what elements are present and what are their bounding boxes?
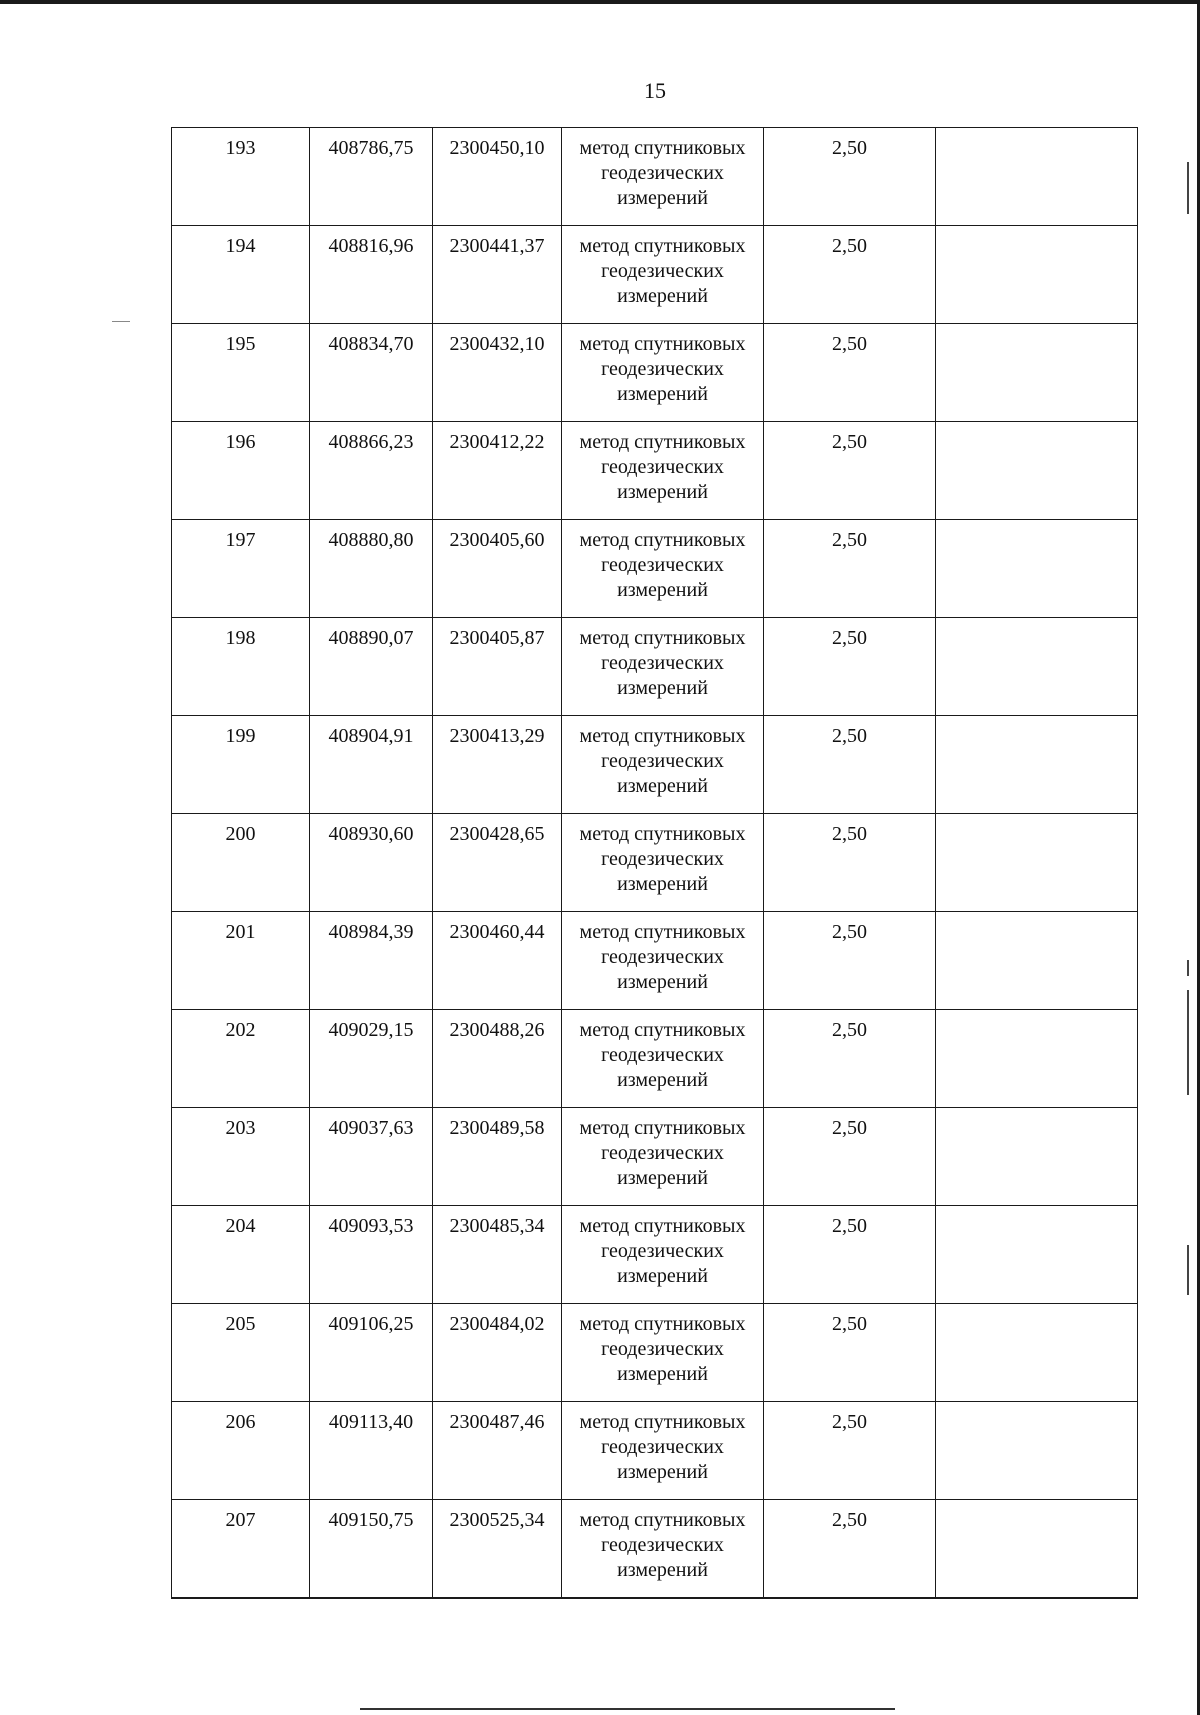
method-cell bbox=[562, 1500, 764, 1598]
x-coordinate-cell: 409093,53 bbox=[310, 1206, 433, 1304]
scan-edge-top bbox=[0, 0, 1200, 4]
y-coordinate-cell: 2300485,34 bbox=[433, 1206, 562, 1304]
table-row bbox=[172, 1402, 1138, 1500]
y-coordinate-cell: 2300450,10 bbox=[433, 128, 562, 226]
y-coordinate-cell: 2300413,29 bbox=[433, 716, 562, 814]
method-cell bbox=[562, 520, 764, 618]
note-cell bbox=[936, 128, 1138, 226]
method-text: метод спутниковых геодезических измерений bbox=[579, 627, 746, 699]
accuracy-cell: 2,50 bbox=[764, 912, 936, 1010]
note-cell bbox=[936, 422, 1138, 520]
method-text: метод спутниковых геодезических измерений bbox=[579, 529, 746, 601]
method-text: метод спутниковых геодезических измерений bbox=[579, 1509, 746, 1581]
y-coordinate-cell: 2300484,02 bbox=[433, 1304, 562, 1402]
method-cell bbox=[562, 1304, 764, 1402]
x-coordinate-cell: 409113,40 bbox=[310, 1402, 433, 1500]
method-text: метод спутниковых геодезических измерений bbox=[579, 921, 746, 993]
accuracy-cell: 2,50 bbox=[764, 1304, 936, 1402]
x-coordinate-cell: 409037,63 bbox=[310, 1108, 433, 1206]
point-number-cell: 196 bbox=[172, 422, 310, 520]
note-cell bbox=[936, 1010, 1138, 1108]
point-number-cell: 203 bbox=[172, 1108, 310, 1206]
accuracy-cell: 2,50 bbox=[764, 422, 936, 520]
accuracy-cell: 2,50 bbox=[764, 1108, 936, 1206]
method-cell bbox=[562, 226, 764, 324]
x-coordinate-cell: 409106,25 bbox=[310, 1304, 433, 1402]
x-coordinate-cell: 409150,75 bbox=[310, 1500, 433, 1598]
method-text: метод спутниковых геодезических измерений bbox=[579, 431, 746, 503]
point-number-cell: 202 bbox=[172, 1010, 310, 1108]
x-coordinate-cell: 408816,96 bbox=[310, 226, 433, 324]
table-row bbox=[172, 814, 1138, 912]
point-number-cell: 194 bbox=[172, 226, 310, 324]
method-text: метод спутниковых геодезических измерений bbox=[579, 1019, 746, 1091]
method-cell bbox=[562, 1108, 764, 1206]
y-coordinate-cell: 2300405,87 bbox=[433, 618, 562, 716]
y-coordinate-cell: 2300460,44 bbox=[433, 912, 562, 1010]
method-cell bbox=[562, 1402, 764, 1500]
point-number-cell: 206 bbox=[172, 1402, 310, 1500]
method-cell bbox=[562, 814, 764, 912]
method-text: метод спутниковых геодезических измерений bbox=[579, 823, 746, 895]
scan-artifact bbox=[1187, 990, 1189, 1095]
accuracy-cell: 2,50 bbox=[764, 226, 936, 324]
table-row bbox=[172, 520, 1138, 618]
table-row bbox=[172, 1206, 1138, 1304]
method-text: метод спутниковых геодезических измерений bbox=[579, 1313, 746, 1385]
y-coordinate-cell: 2300487,46 bbox=[433, 1402, 562, 1500]
table-row bbox=[172, 618, 1138, 716]
x-coordinate-cell: 408890,07 bbox=[310, 618, 433, 716]
point-number-cell: 207 bbox=[172, 1500, 310, 1598]
method-text: метод спутниковых геодезических измерений bbox=[579, 137, 746, 209]
note-cell bbox=[936, 1108, 1138, 1206]
table-row bbox=[172, 226, 1138, 324]
x-coordinate-cell: 409029,15 bbox=[310, 1010, 433, 1108]
point-number-cell: 204 bbox=[172, 1206, 310, 1304]
method-cell bbox=[562, 1010, 764, 1108]
note-cell bbox=[936, 1206, 1138, 1304]
note-cell bbox=[936, 1402, 1138, 1500]
note-cell bbox=[936, 618, 1138, 716]
note-cell bbox=[936, 520, 1138, 618]
method-text: метод спутниковых геодезических измерений bbox=[579, 725, 746, 797]
accuracy-cell: 2,50 bbox=[764, 618, 936, 716]
table-row bbox=[172, 912, 1138, 1010]
method-cell bbox=[562, 324, 764, 422]
table-row bbox=[172, 324, 1138, 422]
method-cell bbox=[562, 716, 764, 814]
page-bottom-rule bbox=[360, 1708, 895, 1710]
coordinates-table-body bbox=[172, 128, 1138, 1598]
accuracy-cell: 2,50 bbox=[764, 814, 936, 912]
point-number-cell: 205 bbox=[172, 1304, 310, 1402]
method-text: метод спутниковых геодезических измерений bbox=[579, 1117, 746, 1189]
x-coordinate-cell: 408930,60 bbox=[310, 814, 433, 912]
accuracy-cell: 2,50 bbox=[764, 716, 936, 814]
accuracy-cell: 2,50 bbox=[764, 520, 936, 618]
method-text: метод спутниковых геодезических измерений bbox=[579, 1215, 746, 1287]
note-cell bbox=[936, 814, 1138, 912]
point-number-cell: 197 bbox=[172, 520, 310, 618]
accuracy-cell: 2,50 bbox=[764, 1500, 936, 1598]
point-number-cell: 199 bbox=[172, 716, 310, 814]
scan-artifact bbox=[1187, 1245, 1189, 1295]
note-cell bbox=[936, 912, 1138, 1010]
method-text: метод спутниковых геодезических измерений bbox=[579, 333, 746, 405]
note-cell bbox=[936, 226, 1138, 324]
x-coordinate-cell: 408866,23 bbox=[310, 422, 433, 520]
method-cell bbox=[562, 422, 764, 520]
method-cell bbox=[562, 618, 764, 716]
method-cell bbox=[562, 128, 764, 226]
accuracy-cell: 2,50 bbox=[764, 1402, 936, 1500]
y-coordinate-cell: 2300412,22 bbox=[433, 422, 562, 520]
method-cell bbox=[562, 1206, 764, 1304]
note-cell bbox=[936, 1304, 1138, 1402]
page-number: 15 bbox=[644, 78, 666, 103]
x-coordinate-cell: 408880,80 bbox=[310, 520, 433, 618]
coordinates-table bbox=[171, 127, 1138, 1599]
accuracy-cell: 2,50 bbox=[764, 1010, 936, 1108]
scan-artifact bbox=[112, 321, 130, 322]
point-number-cell: 198 bbox=[172, 618, 310, 716]
scan-artifact bbox=[1187, 960, 1189, 976]
x-coordinate-cell: 408904,91 bbox=[310, 716, 433, 814]
accuracy-cell: 2,50 bbox=[764, 128, 936, 226]
table-row bbox=[172, 1500, 1138, 1598]
y-coordinate-cell: 2300405,60 bbox=[433, 520, 562, 618]
point-number-cell: 193 bbox=[172, 128, 310, 226]
x-coordinate-cell: 408786,75 bbox=[310, 128, 433, 226]
method-text: метод спутниковых геодезических измерений bbox=[579, 1411, 746, 1483]
note-cell bbox=[936, 324, 1138, 422]
accuracy-cell: 2,50 bbox=[764, 1206, 936, 1304]
x-coordinate-cell: 408834,70 bbox=[310, 324, 433, 422]
table-row bbox=[172, 1010, 1138, 1108]
y-coordinate-cell: 2300488,26 bbox=[433, 1010, 562, 1108]
y-coordinate-cell: 2300432,10 bbox=[433, 324, 562, 422]
point-number-cell: 200 bbox=[172, 814, 310, 912]
method-text: метод спутниковых геодезических измерений bbox=[579, 235, 746, 307]
y-coordinate-cell: 2300441,37 bbox=[433, 226, 562, 324]
point-number-cell: 201 bbox=[172, 912, 310, 1010]
note-cell bbox=[936, 716, 1138, 814]
y-coordinate-cell: 2300525,34 bbox=[433, 1500, 562, 1598]
table-row bbox=[172, 422, 1138, 520]
scan-artifact bbox=[1187, 162, 1189, 214]
table-row bbox=[172, 128, 1138, 226]
y-coordinate-cell: 2300428,65 bbox=[433, 814, 562, 912]
y-coordinate-cell: 2300489,58 bbox=[433, 1108, 562, 1206]
table-row bbox=[172, 716, 1138, 814]
table-row bbox=[172, 1304, 1138, 1402]
method-cell bbox=[562, 912, 764, 1010]
point-number-cell: 195 bbox=[172, 324, 310, 422]
x-coordinate-cell: 408984,39 bbox=[310, 912, 433, 1010]
accuracy-cell: 2,50 bbox=[764, 324, 936, 422]
table-row bbox=[172, 1108, 1138, 1206]
note-cell bbox=[936, 1500, 1138, 1598]
